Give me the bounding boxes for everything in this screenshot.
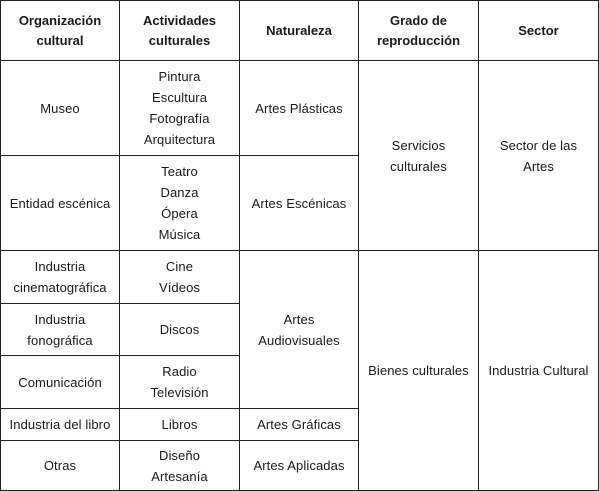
actividad: Discos bbox=[159, 322, 200, 337]
header-sector-text: Sector bbox=[518, 22, 559, 38]
header-sector bbox=[479, 1, 599, 61]
cell-actividades bbox=[120, 304, 240, 356]
organizacion-line: cinematográfica bbox=[13, 280, 107, 295]
header-grado-text: Grado de reproducción bbox=[376, 12, 461, 48]
actividad: Cine bbox=[165, 259, 194, 274]
table-row-museo bbox=[1, 61, 599, 156]
sector-line: Sector de las bbox=[499, 137, 578, 153]
cell-organizacion: Museo bbox=[1, 61, 120, 156]
grado-line: Servicios bbox=[391, 137, 446, 153]
header-row bbox=[1, 1, 599, 61]
actividad: Vídeos bbox=[158, 280, 201, 295]
header-actividades bbox=[120, 1, 240, 61]
cell-naturaleza: Artes Aplicadas bbox=[240, 441, 359, 491]
cell-actividades bbox=[120, 441, 240, 491]
cell-actividades bbox=[120, 61, 240, 156]
actividad: Danza bbox=[160, 185, 199, 200]
cell-naturaleza: Artes Escénicas bbox=[240, 156, 359, 251]
cell-sector-artes bbox=[479, 61, 599, 251]
actividad: Radio bbox=[162, 364, 197, 379]
naturaleza-line: Artes bbox=[283, 311, 315, 327]
cell-naturaleza: Artes Plásticas bbox=[240, 61, 359, 156]
header-naturaleza bbox=[240, 1, 359, 61]
cell-actividades bbox=[120, 156, 240, 251]
actividad: Artesanía bbox=[151, 468, 208, 484]
naturaleza-line: Audiovisuales bbox=[258, 332, 340, 348]
header-grado bbox=[359, 1, 479, 61]
table-row-cine bbox=[1, 251, 599, 304]
cell-grado-servicios bbox=[359, 61, 479, 251]
actividad: Fotografía bbox=[149, 111, 210, 126]
cell-actividades bbox=[120, 251, 240, 304]
grado-line: culturales bbox=[390, 158, 447, 174]
header-actividades-text: Actividades culturales bbox=[143, 12, 216, 48]
actividad: Música bbox=[158, 227, 201, 242]
actividad: Teatro bbox=[161, 164, 198, 179]
cell-organizacion: Comunicación bbox=[1, 356, 120, 409]
actividad: Diseño bbox=[158, 447, 201, 463]
cell-organizacion bbox=[1, 304, 120, 356]
cell-naturaleza-audiovisual bbox=[240, 251, 359, 409]
organizacion-line: Industria bbox=[34, 259, 86, 274]
header-naturaleza-text: Naturaleza bbox=[266, 22, 332, 38]
actividad: Televisión bbox=[150, 385, 209, 400]
cell-actividades bbox=[120, 356, 240, 409]
sector-line: Artes bbox=[523, 158, 554, 174]
cell-actividades bbox=[120, 409, 240, 441]
header-organizacion bbox=[1, 1, 120, 61]
cell-naturaleza: Artes Gráficas bbox=[240, 409, 359, 441]
cell-grado-bienes: Bienes culturales bbox=[359, 251, 479, 491]
actividad: Arquitectura bbox=[143, 132, 216, 147]
cell-organizacion bbox=[1, 251, 120, 304]
cell-organizacion: Entidad escénica bbox=[1, 156, 120, 251]
organizacion-line: Industria bbox=[34, 311, 86, 327]
cell-organizacion: Industria del libro bbox=[1, 409, 120, 441]
actividad: Escultura bbox=[151, 90, 208, 105]
organizacion-line: fonográfica bbox=[27, 332, 93, 348]
actividad: Libros bbox=[161, 417, 198, 432]
actividad: Pintura bbox=[158, 69, 201, 84]
cell-organizacion: Otras bbox=[1, 441, 120, 491]
actividad: Ópera bbox=[161, 206, 198, 221]
cell-sector-industria: Industria Cultural bbox=[479, 251, 599, 491]
header-organizacion-text: Organización cultural bbox=[18, 12, 102, 48]
